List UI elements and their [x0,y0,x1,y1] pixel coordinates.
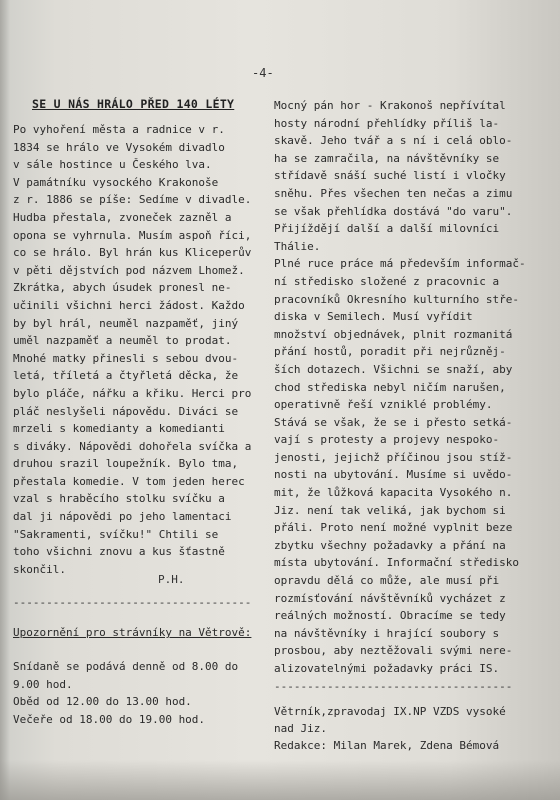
article-line: by byl hrál, neuměl nazpaměť, jiný [13,316,239,330]
right-line: Stává se však, že se i přesto setká- [274,415,513,429]
notice-line: Večeře od 18.00 do 19.00 hod. [13,712,206,726]
page-bottom-shadow [0,760,560,800]
colophon-line: nad Jiz. [274,722,327,735]
article-line: mrzeli s komedianty a komedianti [13,422,225,436]
right-line: Přijíždějí další a další milovníci [274,222,500,236]
article-line: skončil. [13,562,66,576]
right-line: rozmísťování návštěvníků vycházet z [274,591,506,605]
right-line: mit, že lůžková kapacita Vysokého n. [274,486,513,500]
colophon-line: Větrník,zpravodaj IX.NP VZDS vysoké [274,705,506,718]
article-line: letá, tříletá a čtyřletá děcka, že [13,369,239,383]
article-line: v pěti dějstvích pod názvem Lhomež. [13,263,245,277]
page-number: -4- [252,66,274,80]
page-edge-shadow [0,0,10,800]
article-line: "Sakramenti, svíčku!" Chtili se [13,527,219,541]
right-line: pracovníků Okresního kulturního stře- [274,292,520,306]
article-line: Mnohé matky přinesli s sebou dvou- [13,351,239,365]
right-line: vají s protesty a projevy nespoko- [274,433,500,447]
article-line: 1834 se hrálo ve Vysokém divadlo [13,140,225,154]
article-line: Zkrátka, abych úsudek pronesl ne- [13,281,232,295]
article-line: s diváky. Nápovědi dohořela svíčka a [13,439,252,453]
right-line: střídavě snáší suché listí i vločky [274,169,506,183]
notice-line: 9.00 hod. [13,677,73,691]
article-line: toho všichni znovu a kus šťastně [13,545,225,559]
right-line: Mocný pán hor - Krakonoš nepřívítal [274,99,506,112]
separator-line: ------------------------------------ [274,680,513,693]
right-line: ní středisko složené z pracovnic a [274,274,500,288]
right-column-body [274,97,558,678]
notice-title: Upozornění pro strávníky na Větrově: [13,626,252,639]
right-line: ších dotazech. Všichni se snaží, aby [274,362,513,376]
right-line: přáli. Proto není možné vyplnit beze [274,521,513,535]
right-line: místa ubytování. Informační středisko [274,556,520,570]
article-line: učinili všichni herci žádost. Každo [13,298,245,312]
notice-line: Snídaně se podává denně od 8.00 do [13,660,239,673]
notice-line: Oběd od 12.00 do 13.00 hod. [13,695,192,709]
right-line: opravdu dělá co může, ale musí při [274,574,500,588]
right-line: diska v Semilech. Musí vyřídit [274,310,473,324]
right-line: přání hostů, poradit při nejrůzněj- [274,345,506,359]
right-line: sněhu. Přes všechen ten nečas a zimu [274,186,513,200]
article-line: V památníku vysockého Krakonoše [13,175,219,189]
article-line: Hudba přestala, zvoneček zazněl a [13,210,232,224]
article-line: v sále hostince u Českého lva. [13,158,212,172]
right-line: množství objednávek, plnit rozmanitá [274,327,513,341]
right-line: hosty národní přehlídky příliš la- [274,116,500,130]
article-line: bylo pláče, nářku a křiku. Herci pro [13,386,252,400]
right-line: Thálie. [274,239,321,253]
right-line: zbytku všechny požadavky a přání na [274,538,506,552]
article-body [13,121,275,578]
separator-line: ------------------------------------ [13,596,252,609]
right-line: se však přehlídka dostává "do varu". [274,204,513,218]
right-line: jenosti, jejichž příčinou jsou stíž- [274,450,513,464]
right-line: ha se zamračila, na návštěvníky se [274,151,500,165]
right-line: reálných možností. Obracíme se tedy [274,609,506,623]
right-line: nosti na ubytování. Musíme si uvědo- [274,468,513,482]
right-line: na návštěvníky i hrající soubory s [274,626,500,640]
notice-body [13,658,238,728]
article-line: Po vyhoření města a radnice v r. [13,123,225,136]
article-line: přestala komedie. V tom jeden herec [13,474,245,488]
article-line: dal ji nápovědi po jeho lamentaci [13,510,232,524]
article-title: SE U NÁS HRÁLO PŘED 140 LÉTY [32,97,235,111]
right-line: skavě. Jeho tvář a s ní i celá oblo- [274,134,513,148]
article-line: pláč neslyšeli nápovědu. Diváci se [13,404,239,418]
article-line: vzal s hraběcího stolku svíčku a [13,492,225,506]
right-line: Plné ruce práce má především informač- [274,257,526,271]
right-line: chod střediska nebyl ničím narušen, [274,380,506,394]
colophon-line: Redakce: Milan Marek, Zdena Bémová [274,739,500,752]
right-line: alizovatelnými požadavky práci IS. [274,662,500,675]
article-signature: P.H. [158,573,185,586]
article-line: co se hrálo. Byl hrán kus Kliceperův [13,246,252,260]
right-line: prosbou, aby neztěžovali svými nere- [274,644,513,658]
article-line: uměl nazpaměť a neuměl to prodat. [13,334,232,348]
colophon [274,703,506,754]
right-line: Jiz. není tak veliká, jak bychom si [274,503,506,517]
article-line: opona se vyhrnula. Musím aspoň říci, [13,228,252,242]
article-line: druhou srazil loupežník. Bylo tma, [13,457,239,471]
article-line: z r. 1886 se píše: Sedíme v divadle. [13,193,252,207]
right-line: operativně řeší vzniklé problémy. [274,398,493,412]
